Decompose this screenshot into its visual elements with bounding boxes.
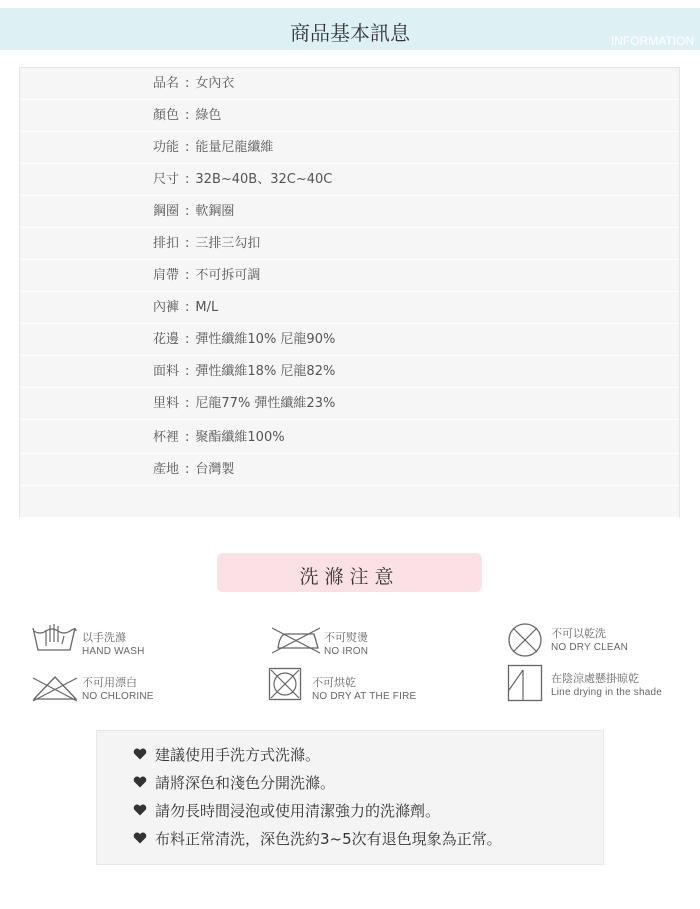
spec-row-empty (20, 486, 679, 518)
line-dry-shade-icon (507, 664, 543, 702)
spec-value: 能量尼龍纖維 (195, 140, 274, 155)
spec-value: M/L (195, 300, 219, 315)
spec-label: 花邊 (153, 332, 180, 347)
care-label-zh: 在陰涼處懸掛晾乾 (551, 673, 639, 685)
care-label (312, 677, 416, 703)
spec-row: 花邊 : 彈性纖維10% 尼龍90% (20, 324, 679, 356)
spec-value: 軟鋼圈 (195, 204, 235, 219)
spec-row: 功能 : 能量尼龍纖維 (20, 132, 679, 164)
care-label (82, 677, 154, 703)
spec-value: 不可拆可調 (195, 268, 261, 283)
spec-label: 里料 (153, 396, 180, 411)
info-header-subtitle: INFORMATION (610, 34, 694, 48)
spec-value: 尼龍77% 彈性纖維23% (195, 396, 336, 411)
heart-icon (133, 832, 147, 844)
spec-row: 顏色 : 綠色 (20, 100, 679, 132)
heart-icon (133, 776, 147, 788)
care-label-en: NO CHLORINE (82, 691, 154, 702)
care-label (551, 628, 628, 654)
spec-value: 32B~40B、32C~40C (195, 172, 333, 187)
spec-value: 綠色 (195, 108, 222, 123)
care-notes (96, 730, 604, 865)
spec-row: 排扣 : 三排三勾扣 (20, 228, 679, 260)
care-label-zh: 不可烘乾 (312, 677, 356, 689)
spec-label: 鋼圈 (153, 204, 180, 219)
care-label-zh: 不可熨燙 (324, 632, 368, 644)
care-label (82, 632, 145, 658)
care-label (551, 673, 662, 699)
no-dry-clean-icon (507, 622, 543, 658)
note-item: 請勿長時間浸泡或使用清潔強力的洗滌劑。 (155, 802, 441, 820)
care-label-en: NO DRY AT THE FIRE (312, 691, 417, 702)
care-label-zh: 不可以乾洗 (551, 628, 606, 640)
spec-label: 功能 (153, 140, 180, 155)
spec-label: 內褲 (153, 300, 180, 315)
spec-row: 面料 : 彈性纖維18% 尼龍82% (20, 356, 679, 388)
care-label-en: NO IRON (324, 646, 369, 657)
spec-row: 肩帶 : 不可拆可調 (20, 260, 679, 292)
spec-row: 品名 : 女內衣 (20, 68, 679, 100)
note-item: 請將深色和淺色分開洗滌。 (155, 774, 336, 792)
spec-value: 女內衣 (195, 76, 235, 91)
spec-value: 彈性纖維18% 尼龍82% (195, 364, 336, 379)
care-label-en: Line drying in the shade (551, 687, 662, 698)
care-label (324, 632, 368, 658)
spec-row: 尺寸 : 32B~40B、32C~40C (20, 164, 679, 196)
spec-value: 彈性纖維10% 尼龍90% (195, 332, 336, 347)
care-label-en: HAND WASH (82, 646, 145, 657)
note-item: 建議使用手洗方式洗滌。 (155, 746, 321, 764)
spec-row: 內褲 : M/L (20, 292, 679, 324)
heart-icon (133, 748, 147, 760)
care-label-zh: 不可用漂白 (82, 677, 137, 689)
spec-row: 里料 : 尼龍77% 彈性纖維23% (20, 388, 679, 420)
spec-row: 鋼圈 : 軟鋼圈 (20, 196, 679, 228)
spec-label: 尺寸 (153, 172, 180, 187)
spec-label: 面料 (153, 364, 180, 379)
care-label-zh: 以手洗滌 (82, 632, 126, 644)
spec-row: 產地 : 台灣製 (20, 454, 679, 486)
spec-label: 排扣 (153, 236, 180, 251)
spec-row: 杯裡 : 聚酯纖維100% (20, 422, 679, 454)
spec-label: 品名 (153, 76, 180, 91)
heart-icon (133, 804, 147, 816)
info-header-title: 商品基本訊息 (290, 21, 410, 45)
no-iron-icon (268, 626, 322, 654)
spec-label: 肩帶 (153, 268, 180, 283)
spec-value: 三排三勾扣 (195, 236, 261, 251)
info-header (0, 8, 700, 50)
spec-value: 台灣製 (195, 462, 235, 477)
care-title: 洗滌注意 (299, 566, 400, 588)
no-bleach-icon (31, 674, 79, 702)
no-tumble-dry-icon (268, 667, 302, 701)
spec-value: 聚酯纖維100% (195, 430, 285, 445)
spec-label: 顏色 (153, 108, 180, 123)
care-label-en: NO DRY CLEAN (551, 642, 629, 653)
note-item: 布料正常清洗，深色洗約3~5次有退色現象為正常。 (155, 830, 502, 848)
spec-label: 產地 (153, 462, 180, 477)
spec-label: 杯裡 (153, 430, 180, 445)
spec-table (19, 67, 680, 518)
hand-wash-icon (31, 622, 77, 654)
